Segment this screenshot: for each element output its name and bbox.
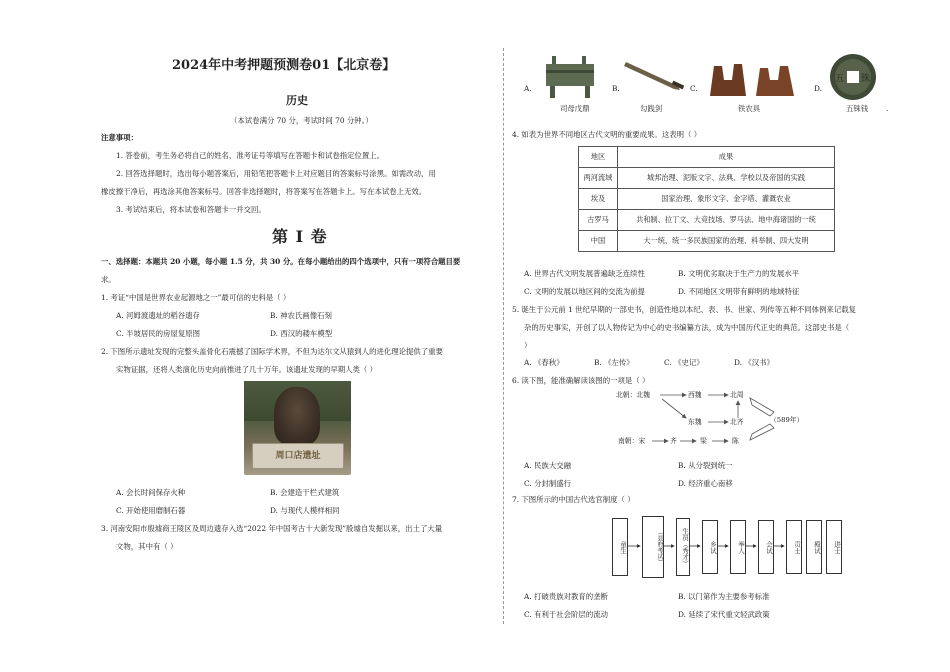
q5-option-c[interactable]: C. 《史记》 [664, 358, 704, 367]
flow-step: 贡士 [786, 520, 802, 574]
chen-label: 陈 [732, 437, 739, 445]
wuzhu-coin-icon [826, 52, 880, 102]
q3-caption-d: 五铢钱 [846, 104, 869, 113]
q7-option-a[interactable]: A. 打破贵族对教育的垄断 [524, 592, 608, 601]
q3-option-c[interactable]: C. [690, 84, 698, 93]
subject-heading: 历史 [286, 94, 308, 107]
flow-step: 童生 [612, 518, 628, 576]
notice-item: 3. 考试结束后，将本试卷和答题卡一并交回。 [116, 205, 266, 214]
q4-option-b[interactable]: B. 文明优劣取决于生产力的发展水平 [678, 269, 799, 278]
q6-option-d[interactable]: D. 经济重心南移 [678, 479, 733, 488]
table-row [579, 231, 835, 252]
q1-option-a[interactable]: A. 河姆渡遗址的稻谷遗存 [116, 311, 200, 320]
q2-option-d[interactable]: D. 与现代人模样相同 [270, 506, 340, 515]
coin-right-char: 铢 [861, 74, 871, 84]
q4-option-c[interactable]: C. 文明的发展以地区间的交流为前提 [524, 287, 645, 296]
q3-option-d[interactable]: D. [814, 84, 823, 93]
q5-stem: ） [524, 341, 532, 350]
q3-caption-c: 铁农具 [738, 104, 761, 113]
q7-stem: 7. 下图所示的中国古代选官制度（ ） [512, 495, 635, 504]
flow-step: （县府考试） [642, 516, 664, 578]
q6-stem: 6. 读下图，能准确解读该图的一项是（ ） [512, 376, 650, 385]
table-cell: 两河流域 [579, 168, 618, 189]
northern-qi-label: 北齐 [730, 418, 744, 426]
table-header-cell: 地区 [579, 147, 618, 168]
zhoukoudian-photo [244, 381, 351, 475]
section-instruction: 一、选择题：本题共 20 小题，每小题 1.5 分，共 30 分。在每小题给出的四个选项中，只有一项符合题目要 [101, 257, 461, 266]
western-wei-label: 西魏 [688, 391, 702, 399]
flow-step: 生员（秀才） [676, 518, 690, 576]
q3-caption-b: 勾践剑 [640, 104, 663, 113]
notice-item: 1. 答卷前，考生务必将自己的姓名、准考证号等填写在答题卡和试卷指定位置上。 [116, 151, 385, 160]
notice-heading: 注意事项： [101, 133, 138, 142]
flow-step: 举人 [730, 520, 746, 574]
table-row [579, 168, 835, 189]
northern-zhou-label: 北周 [730, 391, 744, 399]
q3-option-a[interactable]: A. [524, 84, 532, 93]
q7-option-b[interactable]: B. 以门第作为主要参考标准 [678, 592, 770, 601]
table-row [579, 189, 835, 210]
q5-stem: 杂的历史事实，开创了以人物传记为中心的史书编纂方法，成为中国历代正史的典范。这部史书是（ [524, 323, 850, 332]
q6-option-c[interactable]: C. 分封制盛行 [524, 479, 572, 488]
table-header-row [579, 147, 835, 168]
notice-item: 2. 回答选择题时，选出每小题答案后，用铅笔把答题卡上对应题目的答案标号涂黑。如需改动，用 [116, 169, 436, 178]
q3-stem: 3. 河南安阳市殷墟商王陵区及周边遗存入选“2022 年中国考古十大新发现”殷墟自发掘以来，出土了大量 [101, 524, 443, 533]
table-row [579, 210, 835, 231]
exam-info: （本试卷满分 70 分，考试时间 70 分钟。） [230, 116, 373, 125]
q4-option-a[interactable]: A. 世界古代文明发展普遍缺乏连续性 [524, 269, 645, 278]
column-divider [503, 48, 504, 624]
q3-option-b[interactable]: B. [612, 84, 620, 93]
q3-caption-a: 司母戊鼎 [560, 104, 590, 113]
q5-option-b[interactable]: B. 《左传》 [594, 358, 634, 367]
sword-icon [622, 56, 686, 96]
q3-end-mark: . [886, 104, 889, 113]
q2-option-b[interactable]: B. 会建造干栏式建筑 [270, 488, 340, 497]
q6-option-a[interactable]: A. 民族大交融 [524, 461, 571, 470]
q4-stem: 4. 如表为世界不同地区古代文明的重要成果。这表明（ ） [512, 130, 702, 139]
table-cell: 古罗马 [579, 210, 618, 231]
q1-option-b[interactable]: B. 神农氏画像石刻 [270, 311, 332, 320]
q2-stem: 2. 下图所示遗址发现的完整头盖骨化石震撼了国际学术界，不但为达尔文从猿到人的进化理论提供了重要 [101, 347, 443, 356]
flow-step: 进士 [826, 520, 842, 574]
q7-option-c[interactable]: C. 有利于社会阶层的流动 [524, 610, 608, 619]
coin-left-char: 五 [835, 74, 845, 84]
table-cell: 共和制、拉丁文、大竞技场、罗马法、地中海诸国的一统 [618, 210, 835, 231]
q1-stem: 1. 考证“中国是世界农业起源地之一”最可信的史料是（ ） [101, 293, 291, 302]
site-plaque: 周口店遗址 [252, 443, 344, 469]
q4-option-d[interactable]: D. 不同地区文明带有鲜明的地域特征 [678, 287, 800, 296]
q2-stem: 实物证据，还将人类演化历史向前推进了几十万年。该遗址发现的早期人类（ ） [116, 365, 378, 374]
q5-option-d[interactable]: D. 《汉书》 [734, 358, 774, 367]
table-cell: 城邦治理、泥版文字、法典、学校以及帝国的实践 [618, 168, 835, 189]
unification-year: （589年） [770, 416, 804, 424]
flow-step: 乡试 [702, 520, 718, 574]
section-instruction: 求。 [101, 275, 116, 284]
q2-option-c[interactable]: C. 开始使用磨制石器 [116, 506, 186, 515]
table-cell: 中国 [579, 231, 618, 252]
notice-item: 橡皮擦干净后，再选涂其他答案标号。回答非选择题时，将答案写在答题卡上。写在本试卷上无效。 [101, 187, 427, 196]
section-title: 第 I 卷 [272, 227, 328, 246]
flow-step: 殿试 [806, 520, 822, 574]
q1-option-c[interactable]: C. 半坡居民的房屋复原图 [116, 329, 200, 338]
flow-step: 会试 [758, 520, 774, 574]
iron-tools-icon [706, 58, 802, 98]
bronze-ding-icon [542, 52, 598, 100]
south-dynasty-label: 南朝：宋 [618, 437, 646, 445]
q3-stem: 文物，其中有（ ） [116, 542, 178, 551]
q6-option-b[interactable]: B. 从分裂到统一 [678, 461, 733, 470]
q2-option-a[interactable]: A. 会长时间保存火种 [116, 488, 186, 497]
liang-label: 梁 [700, 437, 707, 445]
table-cell: 国家治理、象形文字、金字塔、灌溉农业 [618, 189, 835, 210]
civilization-table [578, 146, 835, 252]
q7-option-d[interactable]: D. 延续了宋代重文轻武政策 [678, 610, 770, 619]
table-cell: 大一统、统一多民族国家的治理、科举制、四大发明 [618, 231, 835, 252]
q1-option-d[interactable]: D. 西汉的耧车模型 [270, 329, 333, 338]
q5-stem: 5. 诞生于公元前 1 世纪早期的一部史书，创造性地以本纪、表、书、世家、列传等五种不同体例来记载复 [512, 305, 856, 314]
qi-label: 齐 [670, 437, 677, 445]
page-title: 2024年中考押题预测卷01【北京卷】 [172, 58, 396, 73]
table-header-cell: 成果 [618, 147, 835, 168]
table-cell: 埃及 [579, 189, 618, 210]
north-dynasty-label: 北朝：北魏 [616, 391, 650, 399]
eastern-wei-label: 东魏 [688, 418, 702, 426]
q5-option-a[interactable]: A. 《春秋》 [524, 358, 564, 367]
peking-man-bust [274, 387, 320, 445]
